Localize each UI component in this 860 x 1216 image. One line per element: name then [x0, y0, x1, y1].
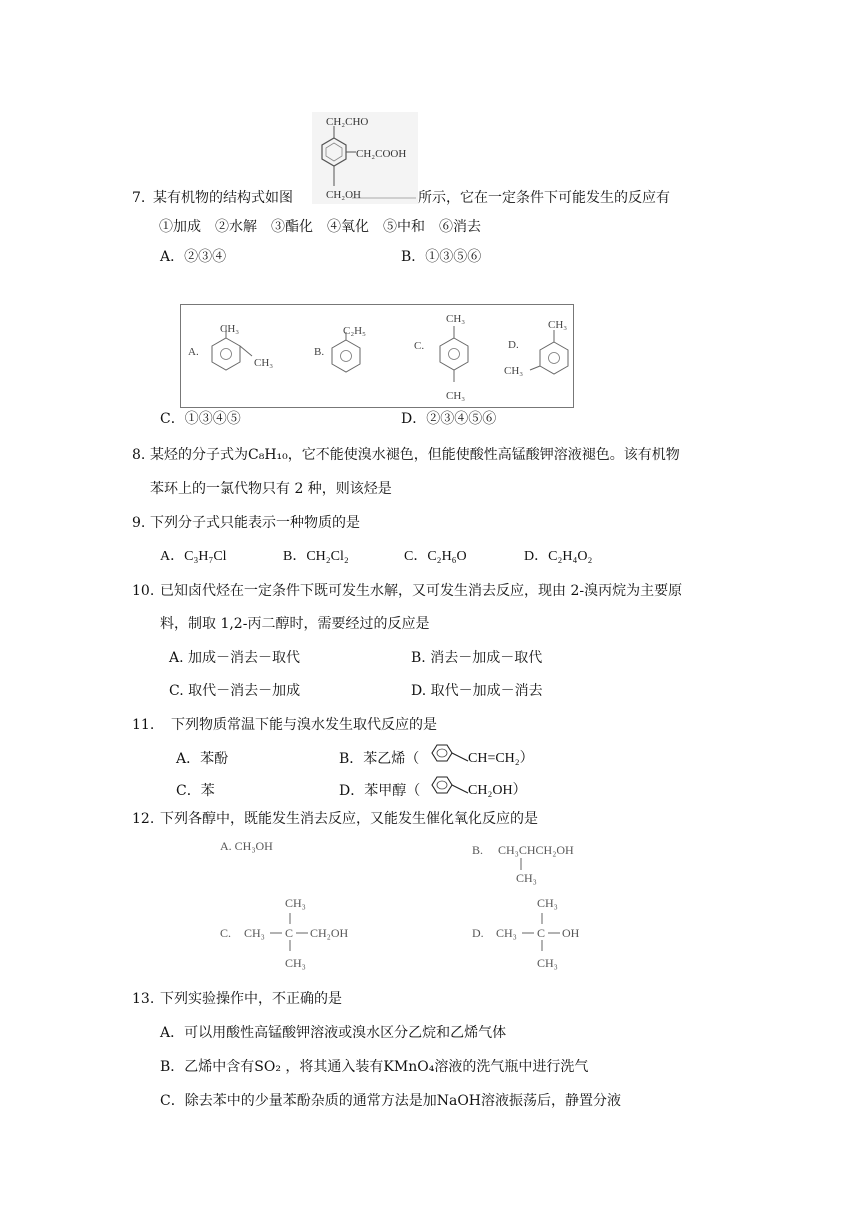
q11-number: 11. [132, 717, 155, 733]
q13-number: 13. [132, 991, 155, 1007]
q8-line-2: 苯环上的一氯代物只有 2 种，则该烃是 [150, 481, 392, 497]
q12-number: 12. [132, 811, 155, 827]
q12-option-c-center: C [285, 926, 294, 940]
q12-option-b-sub: CH₃ [516, 871, 537, 885]
benzene-ring-icon [426, 774, 470, 796]
option-label: B． [283, 549, 307, 564]
q11-option-c [176, 782, 215, 800]
benzene-ring-icon [426, 742, 470, 764]
option-label: A． [176, 751, 201, 767]
box-a-group-2: CH₃ [254, 357, 274, 369]
q9-option-c [404, 548, 467, 566]
box-d-label: D. [508, 339, 519, 351]
q13-stem: 下列实验操作中，不正确的是 [160, 991, 342, 1007]
option-label: D． [339, 783, 365, 799]
q8-structure-box [180, 304, 574, 408]
option-label: B. [411, 650, 426, 666]
q13-option-c [160, 1092, 621, 1110]
q11-stem: 下列物质常温下能与溴水发生取代反应的是 [171, 717, 437, 733]
q7-stem-part-a: 某有机物的结构式如图 [153, 190, 293, 206]
q12-option-a: A. CH₃OH [220, 839, 273, 853]
q13-option-a [160, 1024, 506, 1042]
q9-option-a [160, 548, 227, 566]
q12-option-c-top: CH₃ [285, 896, 306, 910]
q7-option-d [401, 410, 496, 428]
q12-option-d-top: CH₃ [537, 896, 558, 910]
box-d-group-2: CH₃ [504, 365, 524, 377]
q12-option-b-main: CH₃CHCH₂OH [498, 843, 574, 857]
option-label: C． [160, 411, 185, 427]
option-text: C₂H₆O [427, 549, 467, 564]
option-label: A． [160, 549, 185, 564]
option-label: D． [401, 411, 427, 427]
box-c-group-2: CH₃ [446, 390, 466, 402]
q12-option-d-left: CH₃ [496, 926, 517, 940]
option-label: C． [160, 1093, 185, 1109]
q7-struct-top: CH₂CHO [326, 116, 369, 128]
option-text: 苯 [200, 783, 215, 799]
box-b-group-1: C₂H₅ [343, 325, 366, 337]
box-b-label: B. [314, 346, 325, 358]
q11-option-d [339, 782, 420, 800]
q11-option-b-formula: CH=CH₂） [468, 751, 534, 766]
option-text: 苯甲醇（ [364, 783, 421, 799]
q10-option-b [411, 649, 542, 667]
q7-stem-part-b: 所示，它在一定条件下可能发生的反应有 [418, 190, 670, 206]
q12-option-d-center: C [537, 926, 546, 940]
q8-line-1: 某烃的分子式为C₈H₁₀，它不能使溴水褪色，但能使酸性高锰酸钾溶液褪色。该有机物 [150, 447, 680, 463]
q7-option-b [401, 248, 481, 266]
q11-option-b [339, 750, 419, 768]
q10-option-d [411, 682, 543, 700]
option-label: D． [524, 549, 549, 564]
option-label: B． [160, 1059, 185, 1075]
q9-stem: 下列分子式只能表示一种物质的是 [150, 515, 360, 531]
option-label: D. [411, 683, 427, 699]
box-a-label: A. [188, 346, 199, 358]
q10-number: 10. [132, 583, 155, 599]
q7-reactions: ①加成 ②水解 ③酯化 ④氧化 ⑤中和 ⑥消去 [159, 219, 481, 235]
option-text: C₂H₄O₂ [548, 549, 593, 564]
q7-struct-right: CH₂COOH [356, 148, 407, 160]
option-text: 取代－消去－加成 [188, 683, 301, 699]
option-label: A． [160, 1025, 185, 1041]
option-text: ②③④ [184, 249, 227, 265]
q13-option-b [160, 1058, 588, 1076]
option-text: C₃H₇Cl [184, 549, 227, 564]
option-text: 取代－加成－消去 [430, 683, 543, 699]
option-text: 乙烯中含有SO₂ ，将其通入装有KMnO₄溶液的洗气瓶中进行洗气 [184, 1059, 589, 1075]
box-d-group-1: CH₃ [548, 319, 568, 331]
q7-struct-bottom: CH₂OH [326, 189, 362, 201]
q8-number: 8. [132, 447, 146, 463]
q7-option-c [160, 410, 241, 428]
option-label: A. [169, 650, 184, 666]
option-label: B． [401, 249, 426, 265]
q12-option-d-bottom: CH₃ [537, 956, 558, 970]
q12-stem: 下列各醇中，既能发生消去反应，又能发生催化氧化反应的是 [160, 811, 538, 827]
option-text: ①③⑤⑥ [425, 249, 482, 265]
option-text: 可以用酸性高锰酸钾溶液或溴水区分乙烷和乙烯气体 [184, 1025, 507, 1041]
q12-option-d-right: OH [562, 926, 580, 940]
box-a-group-1: CH₃ [220, 323, 240, 335]
option-text: 除去苯中的少量苯酚杂质的通常方法是加NaOH溶液振荡后，静置分液 [184, 1093, 622, 1109]
q9-number: 9. [132, 515, 146, 531]
option-label: B． [339, 751, 364, 767]
q7-option-a [160, 248, 226, 266]
box-c-label: C. [414, 340, 425, 352]
option-text: 苯乙烯（ [363, 751, 420, 767]
q12-option-b-label: B. [472, 843, 484, 857]
option-label: C． [176, 783, 201, 799]
box-c-group-1: CH₃ [446, 313, 466, 325]
q10-line-2: 料，制取 1,2-丙二醇时，需要经过的反应是 [160, 616, 430, 632]
q9-option-b [283, 548, 349, 566]
q10-line-1: 已知卤代烃在一定条件下既可发生水解，又可发生消去反应，现由 2-溴丙烷为主要原 [160, 583, 683, 599]
q7-structure-image [312, 112, 418, 204]
option-label: C. [169, 683, 184, 699]
option-text: ②③④⑤⑥ [426, 411, 497, 427]
q12-option-c-right: CH₂OH [310, 926, 349, 940]
option-text: 消去－加成－取代 [430, 650, 543, 666]
option-text: 苯酚 [200, 751, 229, 767]
q9-option-d [524, 548, 592, 566]
option-text: 加成－消去－取代 [188, 650, 301, 666]
q7-number: 7. [132, 190, 146, 206]
q10-option-c [169, 682, 300, 700]
q11-option-d-formula: CH₂OH） [468, 783, 527, 798]
q10-option-a [169, 649, 300, 667]
option-text: CH₂Cl₂ [306, 549, 349, 564]
option-text: ①③④⑤ [184, 411, 241, 427]
q12-option-c-label: C. [220, 926, 232, 940]
q12-option-d-label: D. [472, 926, 484, 940]
q11-option-a [176, 750, 228, 768]
option-label: A． [160, 249, 185, 265]
option-label: C． [404, 549, 428, 564]
q12-structures [210, 836, 600, 972]
q12-option-c-left: CH₃ [244, 926, 265, 940]
q12-option-c-bottom: CH₃ [285, 956, 306, 970]
